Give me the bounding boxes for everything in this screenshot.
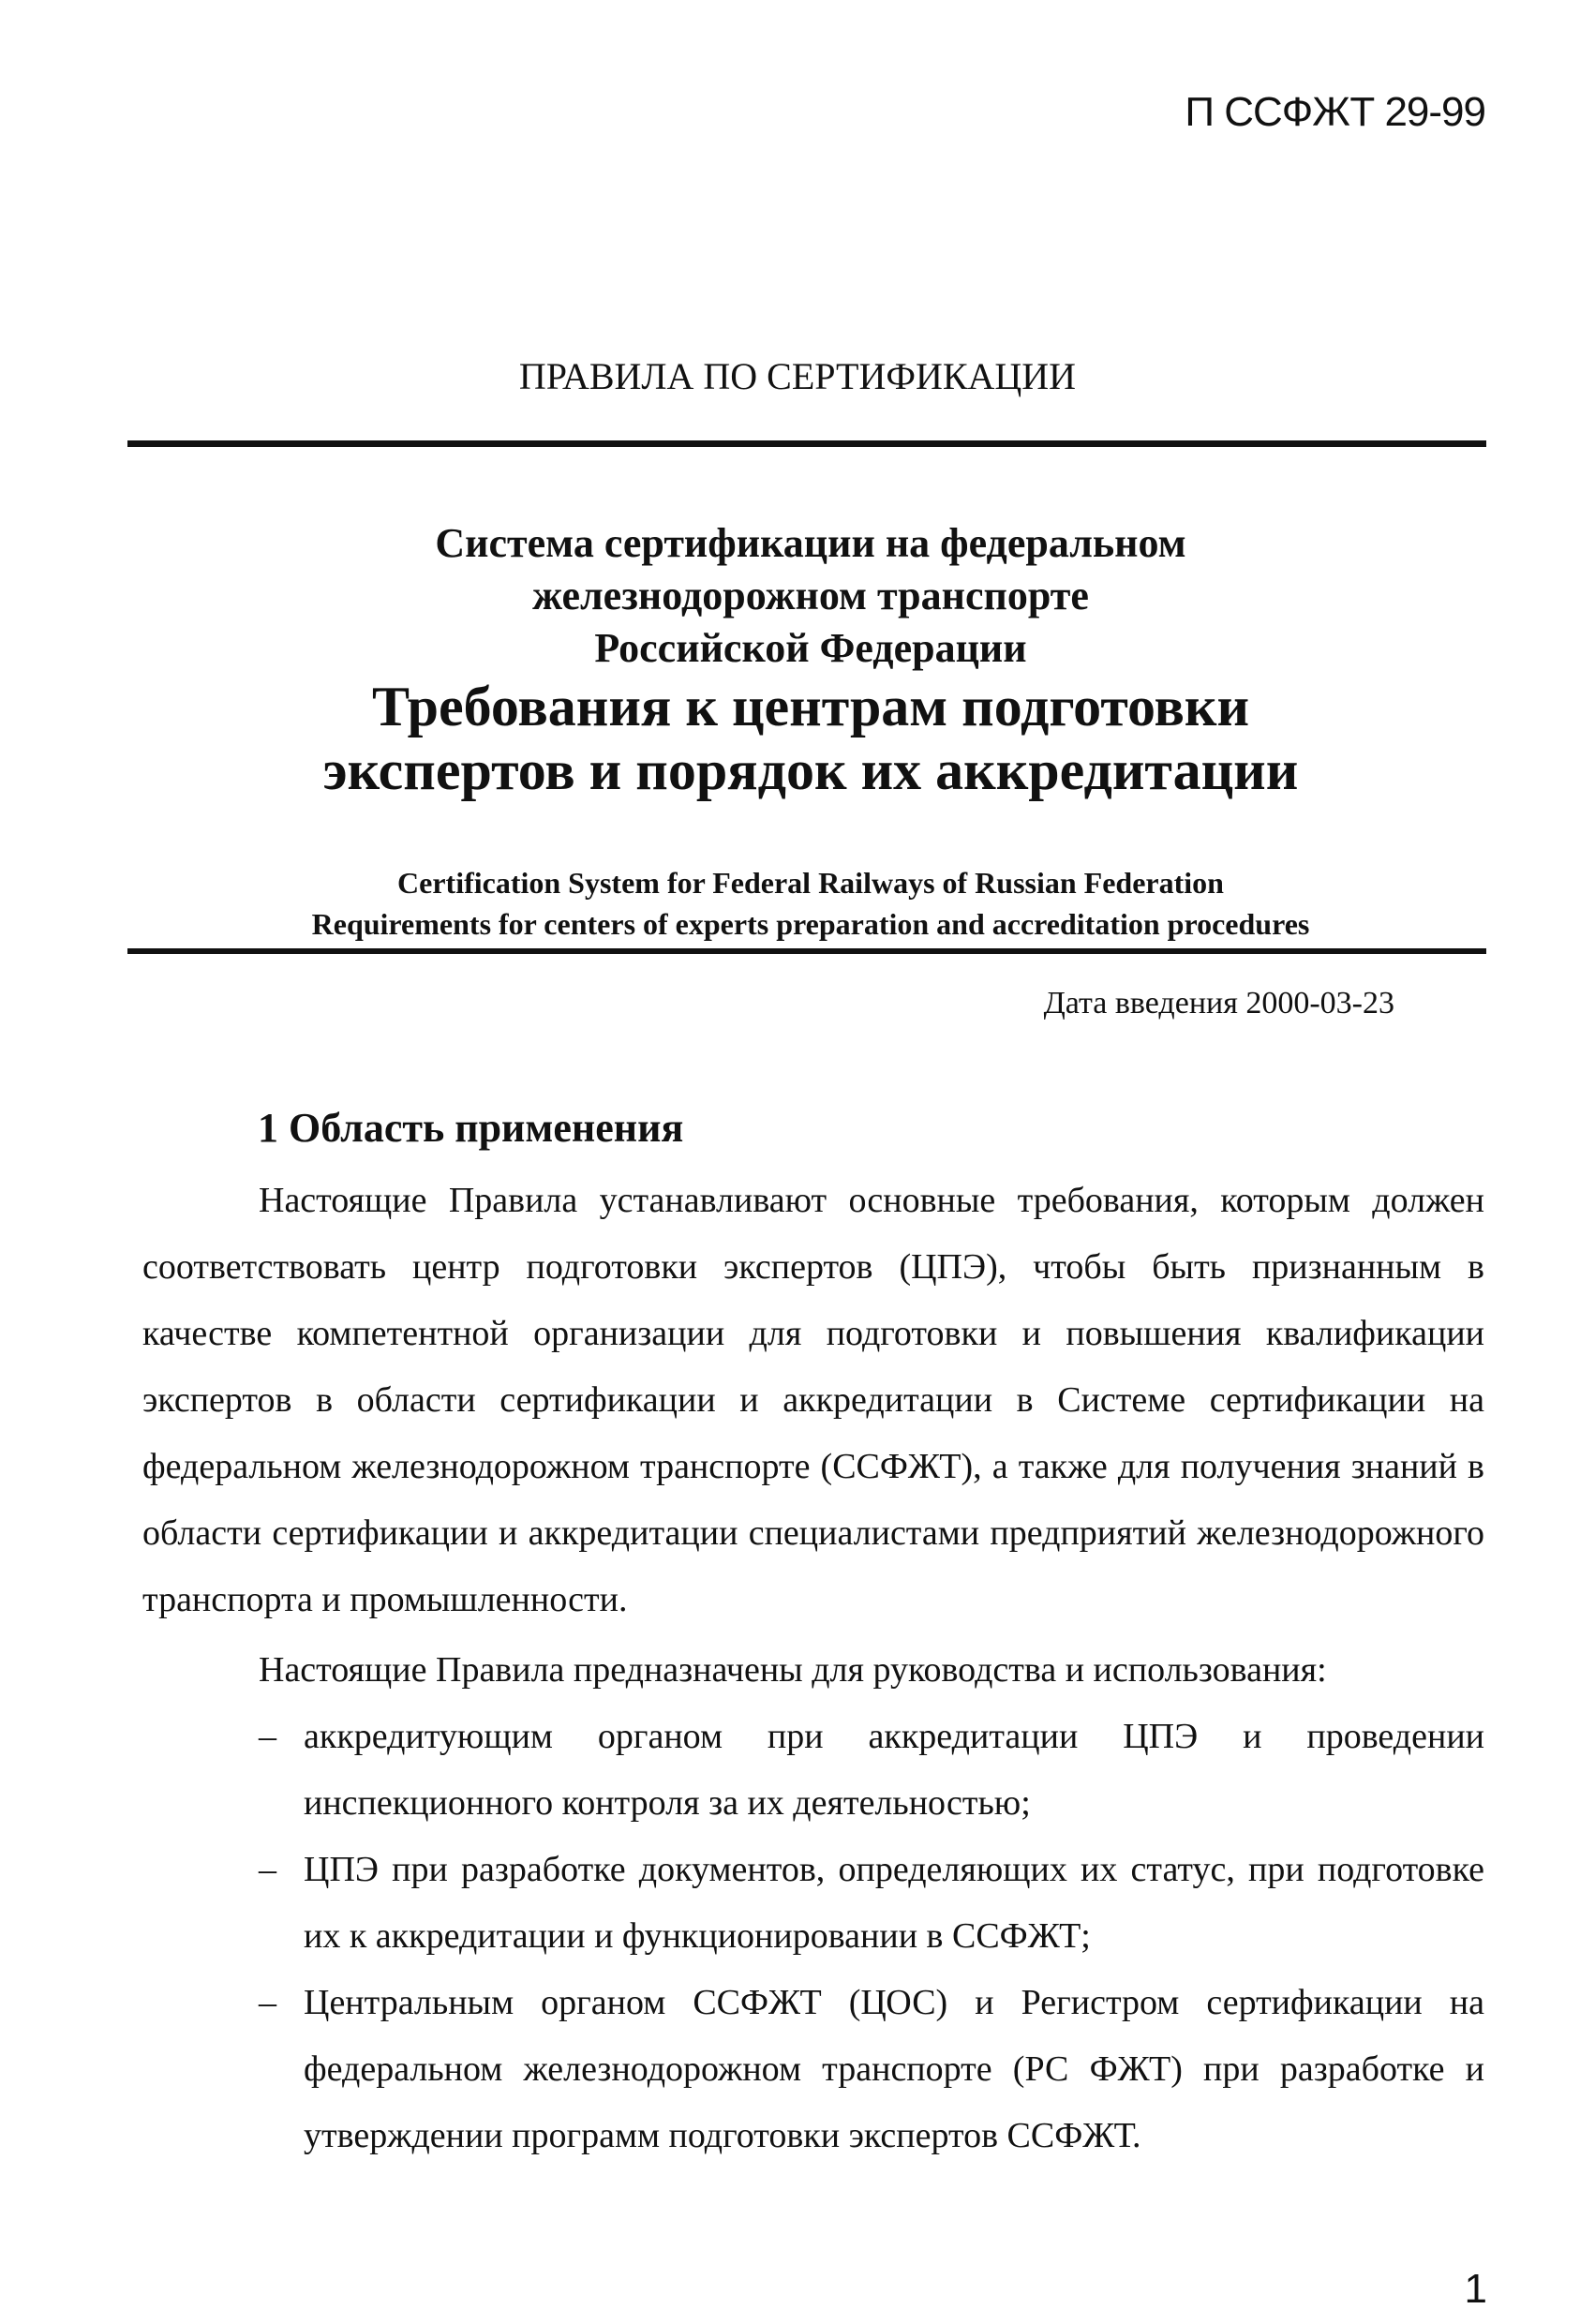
list-item [259,1837,1484,1970]
english-title-line: Certification System for Federal Railways of Russian Federation [397,866,1224,900]
top-divider [127,440,1486,447]
document-title [131,517,1490,802]
english-title [131,862,1490,945]
page-number: 1 [1464,2266,1487,2312]
list-dash: – [259,1850,276,1889]
list-item [259,1704,1484,1837]
list-item-text: Центральным органом ССФЖТ (ЦОС) и Регистром сертификации на федеральном железнодорожном транспорте (РС ФЖТ) при разработке и утверждении программ подготовки экспертов ССФЖТ. [304,1983,1484,2155]
english-title-line: Requirements for centers of experts preparation and accreditation procedures [311,907,1310,941]
requirements-title-line: экспертов и порядок их аккредитации [322,739,1299,801]
document-code: П ССФЖТ 29-99 [1185,89,1485,135]
scope-paragraph: Настоящие Правила устанавливают основные требования, которым должен соответствовать центр подготовки экспертов (ЦПЭ), чтобы быть признанным в качестве компетентной организации для подготовки и повышения квалификации экспертов в области сертификации и аккредитации в Системе сертификации на федеральном железнодорожном транспорте (ССФЖТ), а также для получения знаний в области сертификации и аккредитации специалистами предприятий железнодорожного транспорта и промышленности. [142,1181,1484,1619]
introduction-date: Дата введения 2000-03-23 [1043,986,1394,1020]
usage-intro: Настоящие Правила предназначены для руководства и использования: [259,1650,1327,1690]
list-dash: – [259,1717,276,1756]
list-dash: – [259,1983,276,2022]
list-item-text: аккредитующим органом при аккредитации ЦПЭ и проведении инспекционного контроля за их деятельностью; [304,1717,1484,1823]
bottom-divider [127,948,1486,954]
list-item [259,1970,1484,2169]
system-title-line: Российской Федерации [594,625,1027,671]
rules-title: ПРАВИЛА ПО СЕРТИФИКАЦИИ [518,355,1077,397]
requirements-title-line: Требования к центрам подготовки [371,676,1250,737]
usage-list [259,1704,1484,2169]
system-title-line: Система сертификации на федеральном [435,520,1186,566]
section-heading: 1 Область применения [258,1105,684,1151]
list-item-text: ЦПЭ при разработке документов, определяющих их статус, при подготовке их к аккредитации и функционировании в ССФЖТ; [304,1850,1484,1956]
system-title-line: железнодорожном транспорте [532,573,1089,618]
